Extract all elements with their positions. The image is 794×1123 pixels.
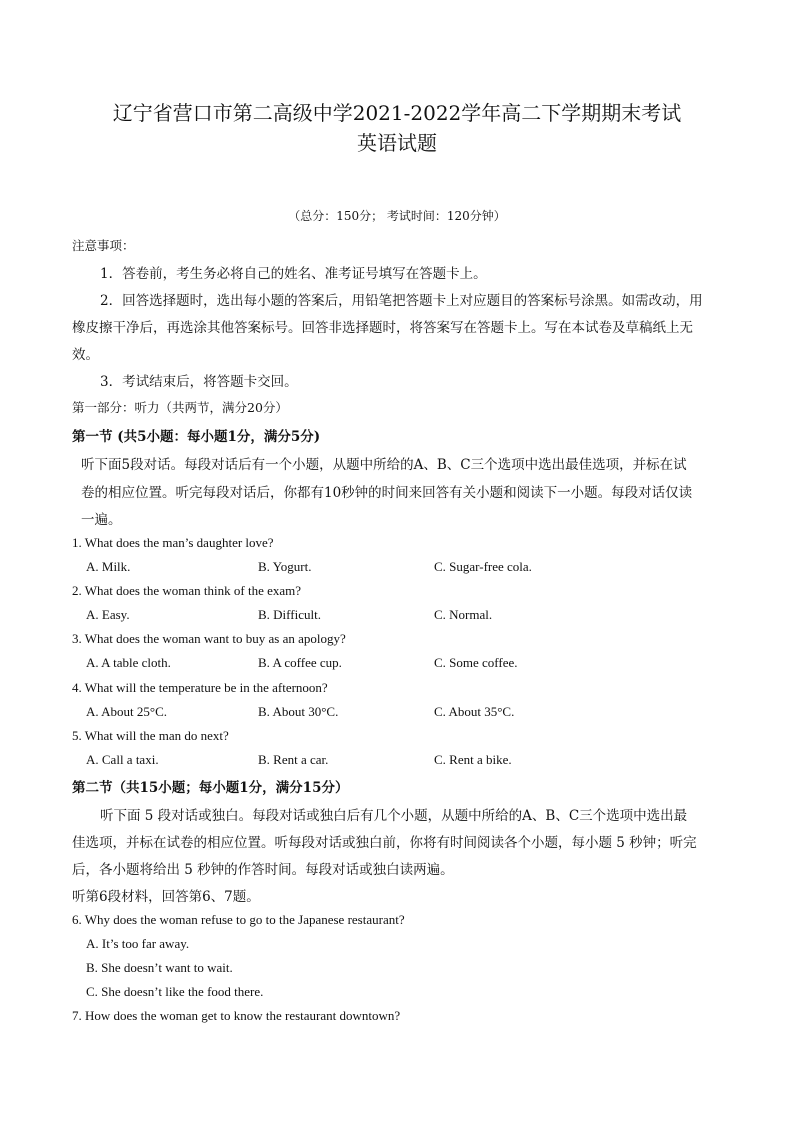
exam-title: 辽宁省营口市第二高级中学2021-2022学年高二下学期期末考试 — [112, 101, 682, 125]
question-6-option-c: C. She doesn’t like the food there. — [86, 984, 264, 999]
notice-item-3: 3．考试结束后，将答题卡交回。 — [100, 374, 298, 390]
question-2-option-a: A. Easy. — [86, 607, 130, 622]
question-6-option-b: B. She doesn’t want to wait. — [86, 960, 233, 975]
question-3-option-b: B. A coffee cup. — [258, 655, 342, 670]
question-1-option-c: C. Sugar-free cola. — [434, 559, 532, 574]
notice-item-2-line2: 橡皮擦干净后，再选涂其他答案标号。回答非选择题时，将答案写在答题卡上。写在本试卷及草稿纸上无 — [72, 320, 693, 336]
question-3-option-c: C. Some coffee. — [434, 655, 518, 670]
notice-item-1: 1．答卷前，考生务必将自己的姓名、准考证号填写在答题卡上。 — [100, 266, 487, 282]
question-5-option-c: C. Rent a bike. — [434, 752, 512, 767]
score-time-note: （总分：150分； 考试时间：120分钟） — [288, 209, 506, 223]
section1-heading: 第一节 (共5小题：每小题1分，满分5分) — [72, 429, 321, 445]
question-5-option-a: A. Call a taxi. — [86, 752, 159, 767]
question-2: 2. What does the woman think of the exam? — [72, 583, 302, 598]
question-6-option-a: A. It’s too far away. — [86, 936, 190, 951]
question-1-option-a: A. Milk. — [86, 559, 131, 574]
notice-item-2-line1: 2．回答选择题时，选出每小题的答案后，用铅笔把答题卡上对应题目的答案标号涂黑。如需改动，用 — [100, 293, 703, 309]
question-2-option-b: B. Difficult. — [258, 607, 321, 622]
question-2-option-c: C. Normal. — [434, 607, 493, 622]
question-5: 5. What will the man do next? — [72, 728, 229, 743]
question-1-option-b: B. Yogurt. — [258, 559, 312, 574]
notice-item-2-line3: 效。 — [72, 347, 99, 363]
part1-heading: 第一部分：听力（共两节，满分20分） — [72, 400, 288, 415]
section2-instructions-line3: 后，各小题将给出 5 秒钟的作答时间。每段对话或独白读两遍。 — [72, 862, 454, 878]
question-7: 7. How does the woman get to know the restaurant downtown? — [72, 1008, 401, 1023]
question-3: 3. What does the woman want to buy as an apology? — [72, 631, 346, 646]
question-6: 6. Why does the woman refuse to go to the Japanese restaurant? — [72, 912, 405, 927]
question-4: 4. What will the temperature be in the afternoon? — [72, 680, 328, 695]
question-4-option-c: C. About 35°C. — [434, 704, 515, 719]
section2-heading: 第二节（共15小题；每小题1分，满分15分） — [72, 780, 349, 796]
notice-heading: 注意事项： — [72, 238, 135, 253]
question-4-option-b: B. About 30°C. — [258, 704, 339, 719]
question-5-option-b: B. Rent a car. — [258, 752, 329, 767]
section1-instructions-line2: 卷的相应位置。听完每段对话后，你都有10秒钟的时间来回答有关小题和阅读下一小题。每段对话仅读 — [81, 485, 693, 501]
exam-subject: 英语试题 — [357, 131, 437, 155]
section1-instructions-line3: 一遍。 — [81, 512, 122, 528]
question-3-option-a: A. A table cloth. — [86, 655, 171, 670]
question-1: 1. What does the man’s daughter love? — [72, 535, 274, 550]
section2-instructions-line1: 听下面 5 段对话或独白。每段对话或独白后有几个小题，从题中所给的A、B、C三个选项中选出最 — [100, 808, 688, 824]
material-6-instruction: 听第6段材料，回答第6、7题。 — [72, 889, 260, 905]
section2-instructions-line2: 佳选项，并标在试卷的相应位置。听每段对话或独白前，你将有时间阅读各个小题，每小题 5 秒钟；听完 — [72, 835, 697, 851]
question-4-option-a: A. About 25°C. — [86, 704, 168, 719]
section1-instructions-line1: 听下面5段对话。每段对话后有一个小题，从题中所给的A、B、C三个选项中选出最佳选项，并标在试 — [81, 457, 687, 473]
